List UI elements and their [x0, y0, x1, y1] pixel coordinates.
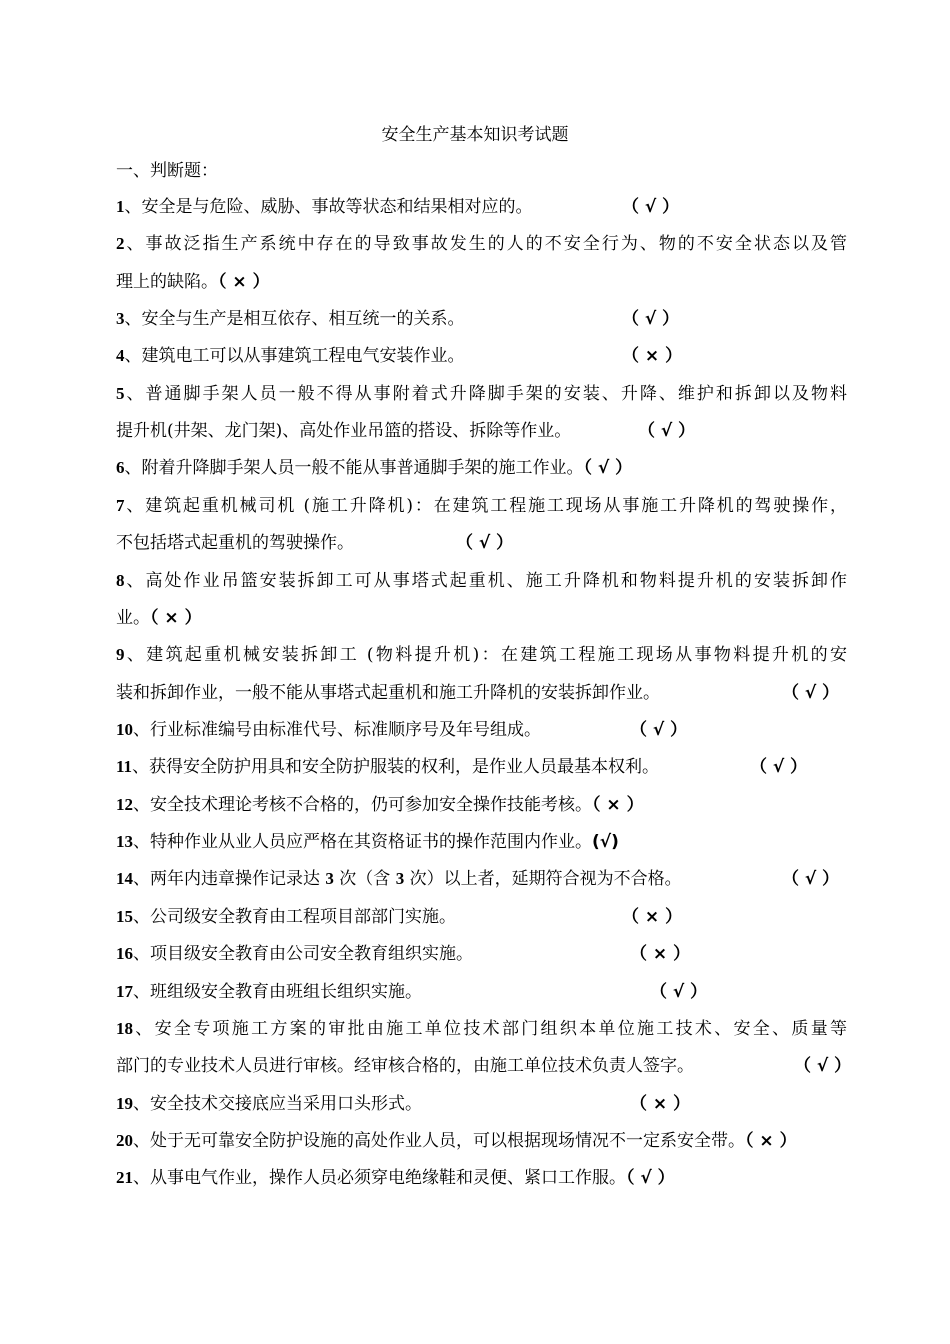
question-11: [116, 752, 808, 782]
answer-mark: （ × ）: [745, 1131, 797, 1151]
question-number: 18: [116, 1019, 133, 1038]
question-number: 9: [116, 645, 125, 664]
question-number: 20: [116, 1131, 133, 1150]
question-number: 6: [116, 458, 125, 477]
question-number: 1: [116, 197, 125, 216]
question-text: 、普通脚手架人员一般不得从事附着式升降脚手架的安装、升降、维护和拆卸以及物料: [124, 384, 847, 404]
question-number: 12: [116, 795, 133, 814]
answer-mark: （ √ ）: [782, 869, 840, 889]
answer-mark: （ × ）: [622, 907, 683, 927]
question-number: 2: [116, 234, 125, 253]
question-text: 、安全与生产是相互依存、相互统一的关系。: [124, 309, 465, 329]
answer-mark: （ √ ）: [638, 421, 696, 441]
question-1: [116, 192, 680, 222]
answer-mark: （ √ ）: [794, 1056, 852, 1076]
question-text: 业。: [116, 608, 150, 628]
question-text: 、从事电气作业，操作人员必须穿电绝缘鞋和灵便、紧口工作服。: [133, 1168, 626, 1188]
question-number: 16: [116, 944, 133, 963]
answer-mark: （ × ）: [150, 608, 202, 628]
question-number: 10: [116, 720, 133, 739]
question-number: 3: [116, 309, 125, 328]
question-text: 次（含: [333, 869, 396, 889]
question-3: [116, 304, 680, 334]
answer-mark: （ × ）: [592, 795, 644, 815]
answer-mark: （ √ ）: [456, 533, 514, 553]
question-17: [116, 977, 708, 1007]
answer-mark: (√): [592, 832, 619, 852]
question-text: 、建筑电工可以从事建筑工程电气安装作业。: [124, 346, 465, 366]
question-7: [116, 491, 847, 521]
question-number: 15: [116, 907, 133, 926]
question-text: 、行业标准编号由标准代号、标准顺序号及年号组成。: [133, 720, 541, 740]
question-9: [116, 640, 847, 670]
question-text: 部门的专业技术人员进行审核。经审核合格的，由施工单位技术负责人签字。: [116, 1056, 694, 1076]
question-20: [116, 1126, 797, 1156]
answer-mark: （ × ）: [630, 1094, 691, 1114]
question-text: 、安全是与危险、威胁、事故等状态和结果相对应的。: [124, 197, 533, 217]
question-21: [116, 1163, 675, 1193]
question-number: 7: [116, 496, 125, 515]
violation-count: 3: [325, 869, 334, 888]
question-text: 、班组级安全教育由班组长组织实施。: [133, 982, 422, 1002]
question-text: 、处于无可靠安全防护设施的高处作业人员，可以根据现场情况不一定系安全带。: [133, 1131, 745, 1151]
question-number: 4: [116, 346, 125, 365]
question-text: 、两年内违章操作记录达: [133, 869, 326, 889]
question-text: 、安全技术理论考核不合格的，仍可参加安全操作技能考核。: [133, 795, 592, 815]
question-18-cont: [116, 1051, 852, 1081]
answer-mark: （ √ ）: [750, 757, 808, 777]
answer-mark: （ √ ）: [622, 309, 680, 329]
question-text: 、公司级安全教育由工程项目部部门实施。: [133, 907, 456, 927]
question-text: 不包括塔式起重机的驾驶操作。: [116, 533, 354, 553]
question-14: [116, 864, 840, 894]
question-number: 13: [116, 832, 133, 851]
document-title: 安全生产基本知识考试题: [381, 125, 569, 145]
question-10: [116, 715, 688, 745]
question-8-cont: [116, 603, 202, 633]
question-number: 21: [116, 1168, 133, 1187]
question-15: [116, 902, 683, 932]
answer-mark: （ √ ）: [650, 982, 708, 1002]
question-text: 、高处作业吊篮安装拆卸工可从事塔式起重机、施工升降机和物料提升机的安装拆卸作: [124, 571, 847, 591]
answer-mark: （ √ ）: [583, 458, 633, 478]
violation-count: 3: [395, 869, 405, 888]
question-text: 、项目级安全教育由公司安全教育组织实施。: [133, 944, 473, 964]
question-text: 理上的缺陷。: [116, 272, 218, 292]
question-text: 、安全专项施工方案的审批由施工单位技术部门组织本单位施工技术、安全、质量等: [133, 1019, 847, 1039]
answer-mark: （ × ）: [630, 944, 691, 964]
question-text: 、事故泛指生产系统中存在的导致事故发生的人的不安全行为、物的不安全状态以及管: [124, 234, 847, 254]
question-number: 19: [116, 1094, 133, 1113]
question-6: [116, 453, 632, 483]
question-number: 8: [116, 571, 125, 590]
question-2: [116, 229, 847, 259]
question-12: [116, 790, 644, 820]
question-text: 装和拆卸作业，一般不能从事塔式起重机和施工升降机的安装拆卸作业。: [116, 683, 660, 703]
question-7-cont: [116, 528, 514, 558]
question-number: 5: [116, 384, 125, 403]
answer-mark: （ √ ）: [626, 1168, 675, 1188]
question-9-cont: [116, 678, 840, 708]
question-number: 17: [116, 982, 133, 1001]
question-number: 14: [116, 869, 133, 888]
section-heading: 一、判断题：: [116, 161, 218, 181]
question-text: 次）以上者，延期符合视为不合格。: [404, 869, 682, 889]
question-text: 提升机(井架、龙门架)、高处作业吊篮的搭设、拆除等作业。: [116, 421, 572, 441]
question-text: 、建筑起重机械司机 (施工升降机)：在建筑工程施工现场从事施工升降机的驾驶操作，: [124, 496, 847, 516]
question-19: [116, 1089, 691, 1119]
answer-mark: （ √ ）: [622, 197, 680, 217]
question-18: [116, 1014, 847, 1044]
question-2-cont: [116, 267, 270, 297]
question-number: 11: [116, 757, 133, 776]
question-8: [116, 566, 847, 596]
question-4: [116, 341, 683, 371]
question-text: 、建筑起重机械安装拆卸工 (物料提升机)：在建筑工程施工现场从事物料提升机的安: [124, 645, 847, 665]
answer-mark: （ × ）: [218, 272, 270, 292]
question-16: [116, 939, 691, 969]
question-13: [116, 827, 619, 857]
question-5-cont: [116, 416, 696, 446]
answer-mark: （ × ）: [622, 346, 683, 366]
question-text: 、特种作业从业人员应严格在其资格证书的操作范围内作业。: [133, 832, 592, 852]
question-text: 、获得安全防护用具和安全防护服装的权利，是作业人员最基本权利。: [132, 757, 660, 777]
answer-mark: （ √ ）: [630, 720, 688, 740]
question-text: 、附着升降脚手架人员一般不能从事普通脚手架的施工作业。: [124, 458, 584, 478]
question-5: [116, 379, 847, 409]
answer-mark: （ √ ）: [782, 683, 840, 703]
question-text: 、安全技术交接底应当采用口头形式。: [133, 1094, 422, 1114]
